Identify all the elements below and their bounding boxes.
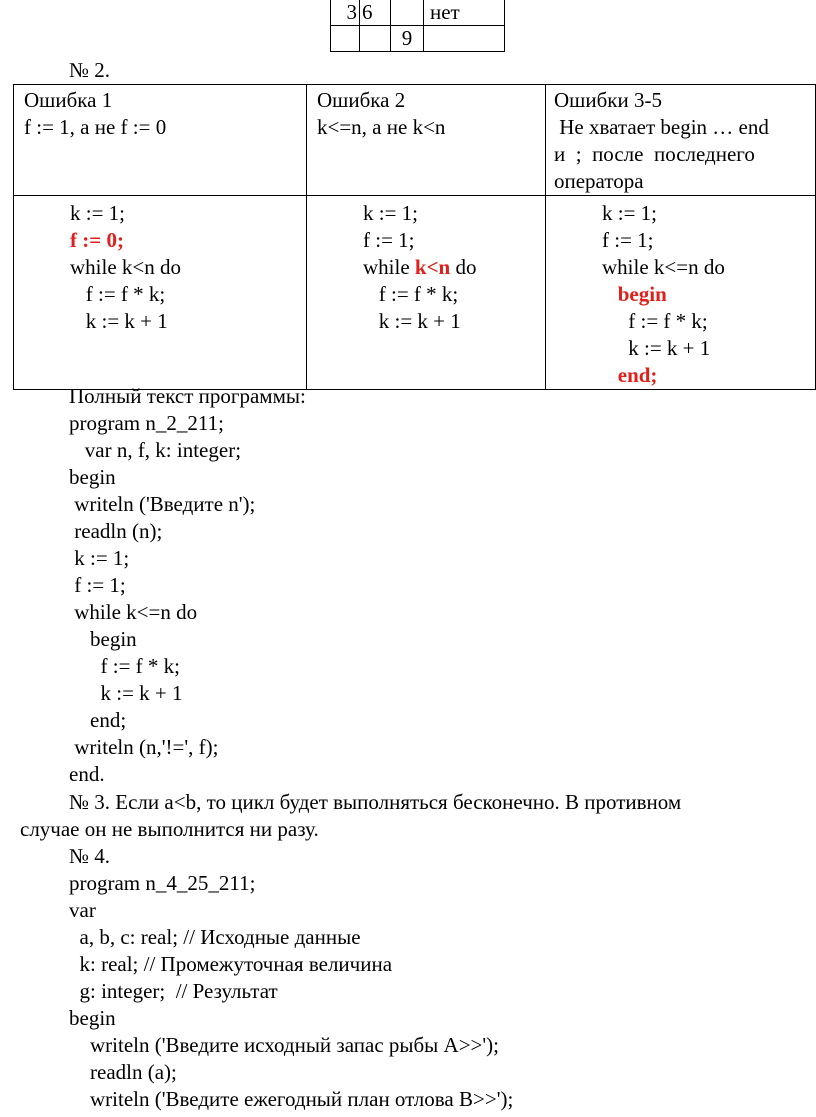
program-line: readln (a); xyxy=(69,1060,177,1084)
program-line: var n, f, k: integer; xyxy=(69,438,242,462)
table-row xyxy=(14,85,816,196)
table-row xyxy=(14,196,816,390)
code-text: while xyxy=(363,255,415,279)
table-cell: 6 xyxy=(360,0,391,26)
table-cell xyxy=(424,26,505,52)
program-line: readln (n); xyxy=(69,519,163,543)
program-line: writeln ('Введите исходный запас рыбы A>>'); xyxy=(69,1033,500,1057)
task-4-heading: № 4. xyxy=(69,844,111,868)
program-line: f := f * k; xyxy=(69,654,180,678)
error-2-header xyxy=(307,85,546,196)
code-line: while k<=n do xyxy=(602,255,725,279)
task-3-text: № 3. Если a<b, то цикл будет выполняться бесконечно. В противном xyxy=(69,790,682,814)
program-line: var xyxy=(69,898,96,922)
program-line: begin xyxy=(69,1006,116,1030)
code-line: k := k + 1 xyxy=(602,336,711,360)
code-line-highlighted: end; xyxy=(602,363,658,387)
program-line: g: integer; // Результат xyxy=(69,979,278,1003)
error-3-5-desc-line: оператора xyxy=(554,169,644,193)
program-line: writeln ('Введите n'); xyxy=(69,492,256,516)
error-3-5-header xyxy=(546,85,816,196)
code-line-highlighted: begin xyxy=(602,282,667,306)
error-3-5-desc-line: Не хватает begin … end xyxy=(554,115,769,139)
program-line: writeln (n,'!=', f); xyxy=(69,735,219,759)
code-line: while k<n do xyxy=(70,255,181,279)
table-row xyxy=(331,0,505,26)
previous-answer-table xyxy=(330,0,505,52)
code-line xyxy=(363,254,537,281)
error-1-title: Ошибка 1 xyxy=(24,88,113,112)
program-line: f := 1; xyxy=(69,573,126,597)
error-3-5-desc-line: и ; после последнего xyxy=(554,142,755,166)
error-2-desc: k<=n, а не k<n xyxy=(317,115,446,139)
program-line: k: real; // Промежуточная величина xyxy=(69,952,393,976)
table-row xyxy=(331,26,505,52)
error-2-code xyxy=(307,196,546,390)
program-line: program n_2_211; xyxy=(69,411,224,435)
program-line: a, b, c: real; // Исходные данные xyxy=(69,925,361,949)
code-line: k := k + 1 xyxy=(70,309,168,333)
full-program-title: Полный текст программы: xyxy=(69,384,306,408)
code-line: k := k + 1 xyxy=(363,309,461,333)
table-cell xyxy=(391,0,424,26)
error-1-header xyxy=(14,85,307,196)
code-line: f := 1; xyxy=(602,228,654,252)
program-line: writeln ('Введите ежегодный план отлова B>>'); xyxy=(69,1087,514,1111)
program-line: while k<=n do xyxy=(69,600,198,624)
code-text: do xyxy=(450,255,477,279)
program-line: end. xyxy=(69,762,105,786)
error-3-5-code xyxy=(546,196,816,390)
table-cell xyxy=(331,26,360,52)
program-line: begin xyxy=(69,465,116,489)
code-line: f := 1; xyxy=(363,228,415,252)
code-line: k := 1; xyxy=(70,201,126,225)
program-line: end; xyxy=(69,708,127,732)
code-line: k := 1; xyxy=(602,201,658,225)
errors-table xyxy=(13,84,816,390)
code-line: f := f * k; xyxy=(363,282,459,306)
table-cell: 9 xyxy=(391,26,424,52)
program-line: k := k + 1 xyxy=(69,681,183,705)
code-line-highlighted: f := 0; xyxy=(70,228,124,252)
code-line: k := 1; xyxy=(363,201,419,225)
table-cell xyxy=(360,26,391,52)
error-3-5-title: Ошибки 3-5 xyxy=(554,88,662,112)
table-cell: 3 xyxy=(331,0,360,26)
error-1-code xyxy=(14,196,307,390)
program-line: program n_4_25_211; xyxy=(69,871,256,895)
code-line: f := f * k; xyxy=(70,282,166,306)
code-line: f := f * k; xyxy=(602,309,708,333)
task-2-heading: № 2. xyxy=(69,58,111,82)
table-cell: нет xyxy=(424,0,505,26)
code-highlight: k<n xyxy=(414,255,451,279)
error-1-desc: f := 1, а не f := 0 xyxy=(24,115,167,139)
task-3-text: случае он не выполнится ни разу. xyxy=(20,817,319,841)
error-2-title: Ошибка 2 xyxy=(317,88,406,112)
program-line: begin xyxy=(69,627,137,651)
program-line: k := 1; xyxy=(69,546,130,570)
